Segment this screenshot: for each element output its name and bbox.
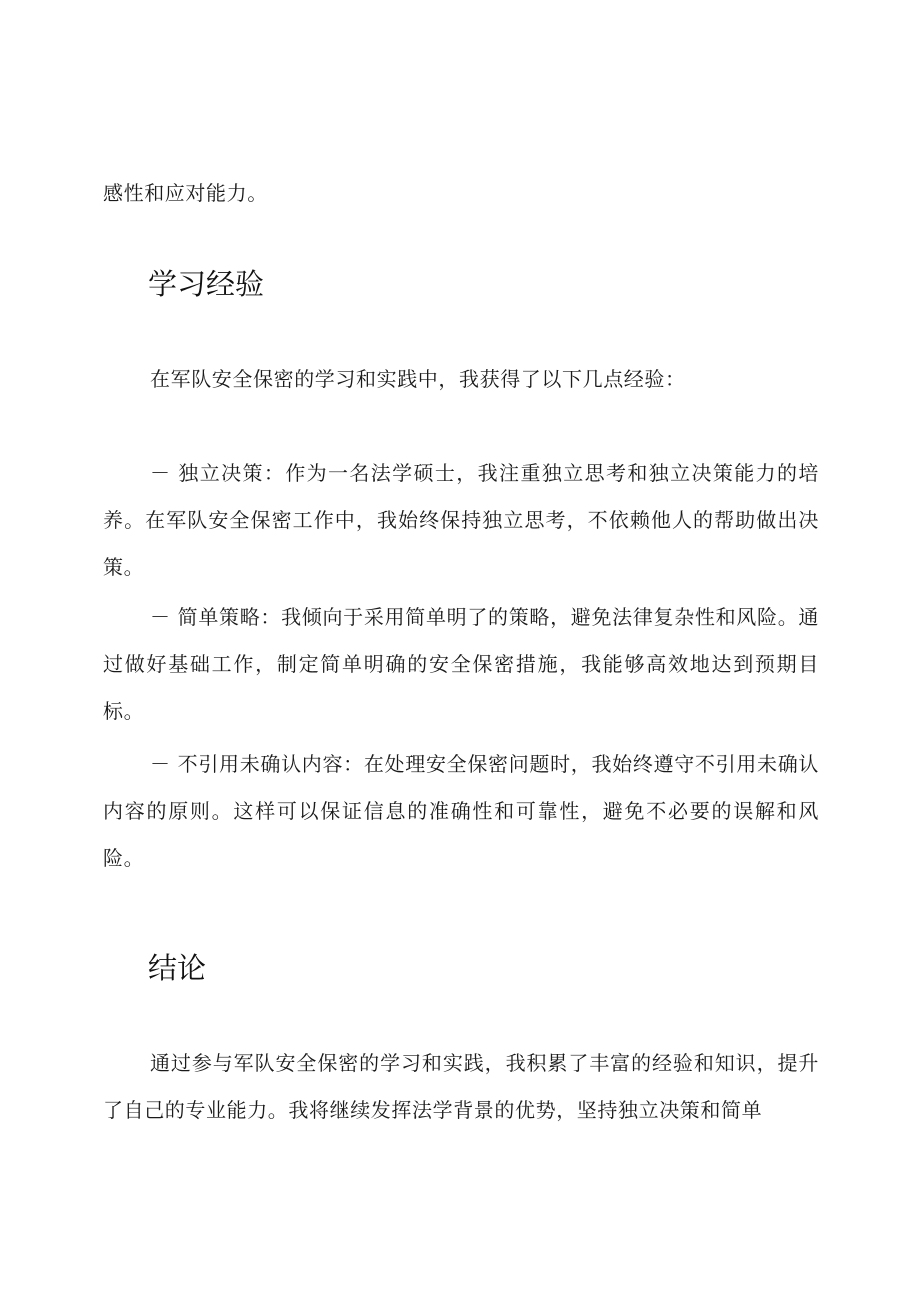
- section-heading-learning-experience: 学习经验: [148, 267, 265, 301]
- continuation-paragraph: 感性和应对能力。: [103, 181, 268, 205]
- list-item-independent-decision: － 独立决策：作为一名法学硕士，我注重独立思考和独立决策能力的培养。在军队安全保密工作中，我始终保持独立思考，不依赖他人的帮助做出决策。: [103, 461, 819, 579]
- section-heading-conclusion: 结论: [148, 951, 207, 985]
- conclusion-paragraph: 通过参与军队安全保密的学习和实践，我积累了丰富的经验和知识，提升了自己的专业能力。我将继续发挥法学背景的优势，坚持独立决策和简单: [103, 1051, 819, 1122]
- list-item-no-unconfirmed-content: － 不引用未确认内容：在处理安全保密问题时，我始终遵守不引用未确认内容的原则。这样可以保证信息的准确性和可靠性，避免不必要的误解和风险。: [103, 752, 819, 870]
- list-item-simple-strategy: － 简单策略：我倾向于采用简单明了的策略，避免法律复杂性和风险。通过做好基础工作，制定简单明确的安全保密措施，我能够高效地达到预期目标。: [103, 605, 819, 723]
- learning-intro-paragraph: 在军队安全保密的学习和实践中，我获得了以下几点经验：: [150, 367, 686, 391]
